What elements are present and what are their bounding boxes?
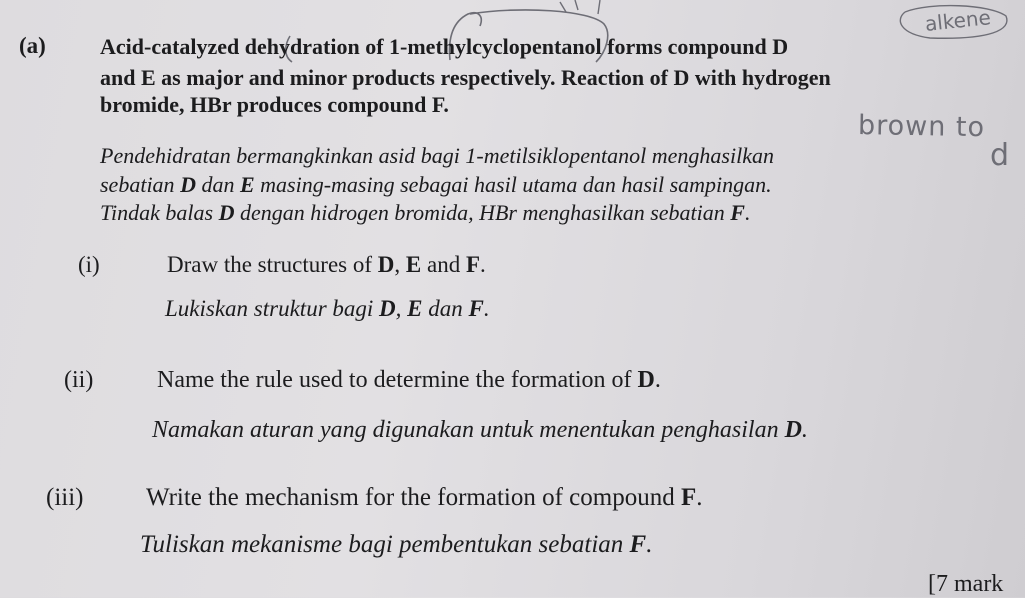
- compound-e: E: [140, 65, 156, 90]
- compound-f: F: [465, 252, 481, 277]
- text: Name the rule used to determine the formation of: [157, 367, 638, 393]
- text: .: [483, 296, 490, 321]
- text: .: [654, 367, 661, 393]
- text: dan: [422, 296, 469, 321]
- compound-d: D: [784, 417, 802, 443]
- part-ii-malay: [152, 416, 808, 444]
- compound-e: E: [239, 172, 255, 197]
- handwritten-d: d: [990, 138, 1010, 173]
- text: .: [696, 484, 703, 511]
- part-a-label: (a): [19, 33, 46, 58]
- text: Draw the structures of: [167, 252, 378, 277]
- part-iii-english: [146, 484, 702, 512]
- text: Tuliskan mekanisme bagi pembentukan sebatian: [140, 531, 630, 558]
- part-a-english-line-1: [100, 33, 788, 61]
- text: Namakan aturan yang digunakan untuk menentukan penghasilan: [152, 417, 785, 443]
- compound-d: D: [377, 252, 395, 277]
- part-a-english-line-2: [100, 64, 831, 92]
- pencil-tick-top: [560, 0, 600, 14]
- compound-d: D: [637, 367, 655, 393]
- part-ii-label: (ii): [64, 367, 94, 393]
- compound-d: D: [180, 172, 196, 197]
- text: with hydrogen: [689, 65, 831, 90]
- part-i-malay: [165, 295, 490, 323]
- part-i-label: (i): [78, 252, 100, 277]
- text: masing-masing sebagai hasil utama dan hasil sampingan.: [254, 172, 772, 197]
- handwritten-alkene: alkene: [923, 5, 992, 36]
- compound-f: F: [629, 531, 647, 558]
- handwritten-brown-to: brown to: [857, 110, 986, 144]
- text: .: [480, 252, 486, 277]
- text: Write the mechanism for the formation of compound: [146, 484, 681, 511]
- part-iii-label: (iii): [46, 484, 84, 511]
- text: .: [443, 92, 449, 117]
- text: ,: [394, 252, 406, 277]
- compound-d: D: [379, 296, 396, 321]
- text: and: [100, 65, 141, 90]
- text: dan: [195, 172, 240, 197]
- part-ii-english: [157, 366, 661, 394]
- text: Acid-catalyzed dehydration of 1-methylcyclopentanol forms compound: [100, 34, 773, 59]
- part-a-english-line-3: [100, 91, 449, 119]
- text: .: [744, 200, 751, 225]
- compound-f: F: [431, 92, 444, 117]
- text: .: [646, 531, 653, 558]
- compound-f: F: [680, 484, 697, 511]
- text: and: [421, 252, 466, 277]
- part-i-english: [167, 251, 486, 279]
- compound-d: D: [772, 34, 789, 59]
- part-a-malay-line-2: [100, 171, 772, 199]
- compound-d: D: [218, 200, 235, 225]
- compound-d: D: [673, 65, 690, 90]
- text: as major and minor products respectively. Reaction of: [155, 65, 674, 90]
- marks-allocation: [7 mark: [928, 571, 1004, 597]
- text: dengan hidrogen bromida, HBr menghasilkan sebatian: [234, 200, 731, 225]
- part-iii-malay: [140, 531, 652, 559]
- compound-e: E: [405, 252, 422, 277]
- text: Tindak balas: [100, 200, 219, 225]
- compound-f: F: [468, 296, 484, 321]
- compound-e: E: [407, 296, 423, 321]
- compound-f: F: [730, 200, 745, 225]
- part-a-malay-line-1: Pendehidratan bermangkinkan asid bagi 1-metilsiklopentanol menghasilkan: [100, 143, 774, 168]
- text: .: [801, 417, 808, 443]
- text: ,: [395, 296, 408, 321]
- text: sebatian: [100, 172, 181, 197]
- text: bromide, HBr produces compound: [100, 92, 432, 117]
- text: Lukiskan struktur bagi: [165, 296, 380, 321]
- part-a-malay-line-3: [100, 199, 750, 227]
